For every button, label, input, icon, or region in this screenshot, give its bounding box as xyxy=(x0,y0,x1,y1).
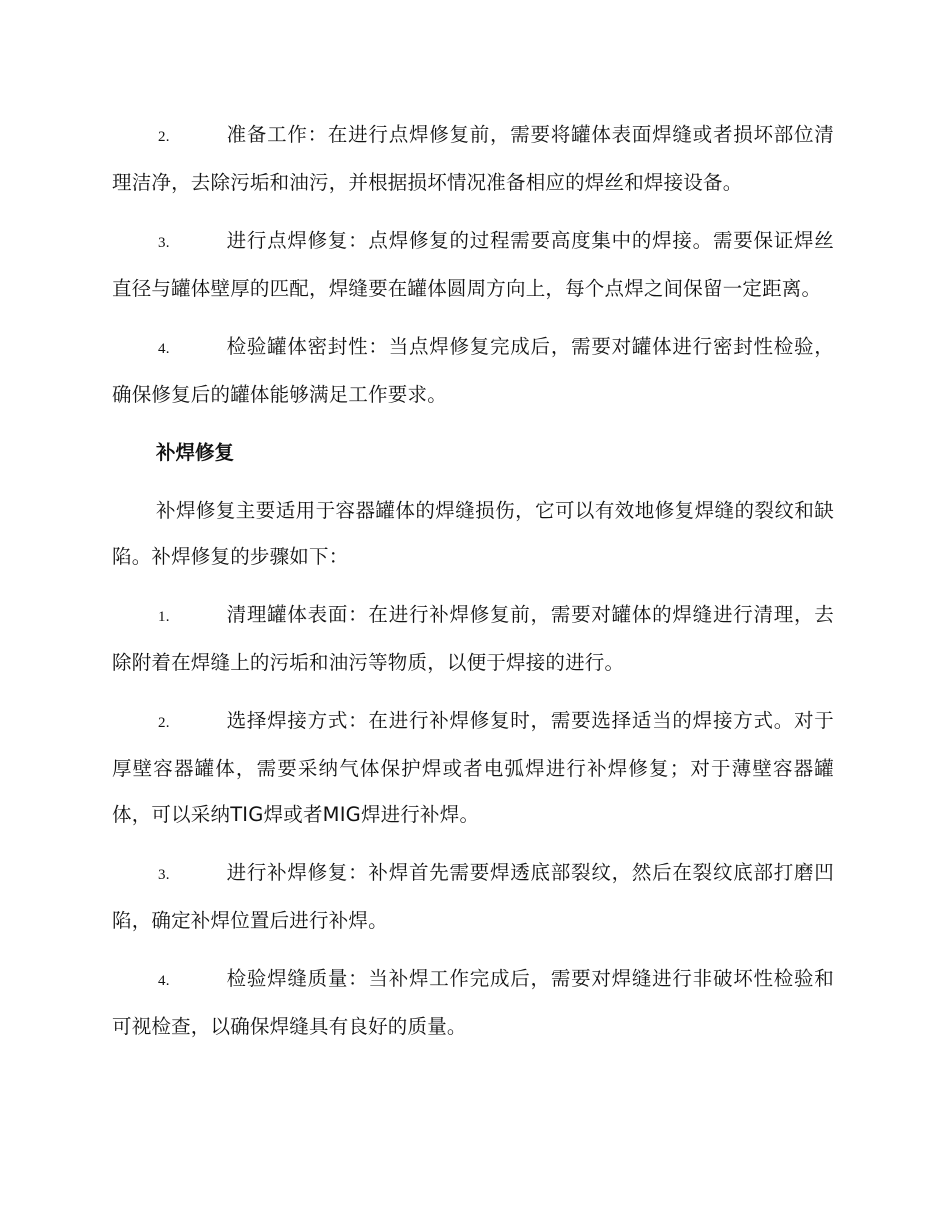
list-item-text: 进行补焊修复：补焊首先需要焊透底部裂纹，然后在裂纹底部打磨凹陷，确定补焊位置后进行补焊。 xyxy=(112,861,834,932)
list-item-text: 检验焊缝质量：当补焊工作完成后，需要对焊缝进行非破坏性检验和可视检查，以确保焊缝具有良好的质量。 xyxy=(112,967,834,1038)
document-page xyxy=(112,112,834,1062)
list-item xyxy=(112,698,834,838)
list-number: 1. xyxy=(158,609,170,625)
list-number: 4. xyxy=(158,973,170,989)
list-item xyxy=(112,592,834,686)
list-number: 3. xyxy=(158,867,170,883)
list-item-text: 选择焊接方式：在进行补焊修复时，需要选择适当的焊接方式。对于厚壁容器罐体，需要采纳气体保护焊或者电弧焊进行补焊修复；对于薄壁容器罐体，可以采纳TIG焊或者MIG焊进行补焊。 xyxy=(112,709,834,826)
list-item-text: 检验罐体密封性：当点焊修复完成后，需要对罐体进行密封性检验，确保修复后的罐体能够满足工作要求。 xyxy=(112,335,834,406)
intro-paragraph: 补焊修复主要适用于容器罐体的焊缝损伤，它可以有效地修复焊缝的裂纹和缺陷。补焊修复的步骤如下： xyxy=(112,499,834,568)
list-number: 2. xyxy=(158,715,170,731)
list-item xyxy=(112,218,834,312)
section-heading: 补焊修复 xyxy=(156,441,235,464)
list-item xyxy=(112,956,834,1050)
list-item-text: 准备工作：在进行点焊修复前，需要将罐体表面焊缝或者损坏部位清理洁净，去除污垢和油污，并根据损坏情况准备相应的焊丝和焊接设备。 xyxy=(112,123,834,194)
list-item xyxy=(112,112,834,206)
list-item xyxy=(112,324,834,418)
list-item xyxy=(112,850,834,944)
list-number: 4. xyxy=(158,341,170,357)
list-item-text: 清理罐体表面：在进行补焊修复前，需要对罐体的焊缝进行清理，去除附着在焊缝上的污垢和油污等物质，以便于焊接的进行。 xyxy=(112,603,834,674)
list-item-text: 进行点焊修复：点焊修复的过程需要高度集中的焊接。需要保证焊丝直径与罐体壁厚的匹配，焊缝要在罐体圆周方向上，每个点焊之间保留一定距离。 xyxy=(112,229,834,300)
list-number: 2. xyxy=(158,129,170,145)
list-number: 3. xyxy=(158,235,170,251)
